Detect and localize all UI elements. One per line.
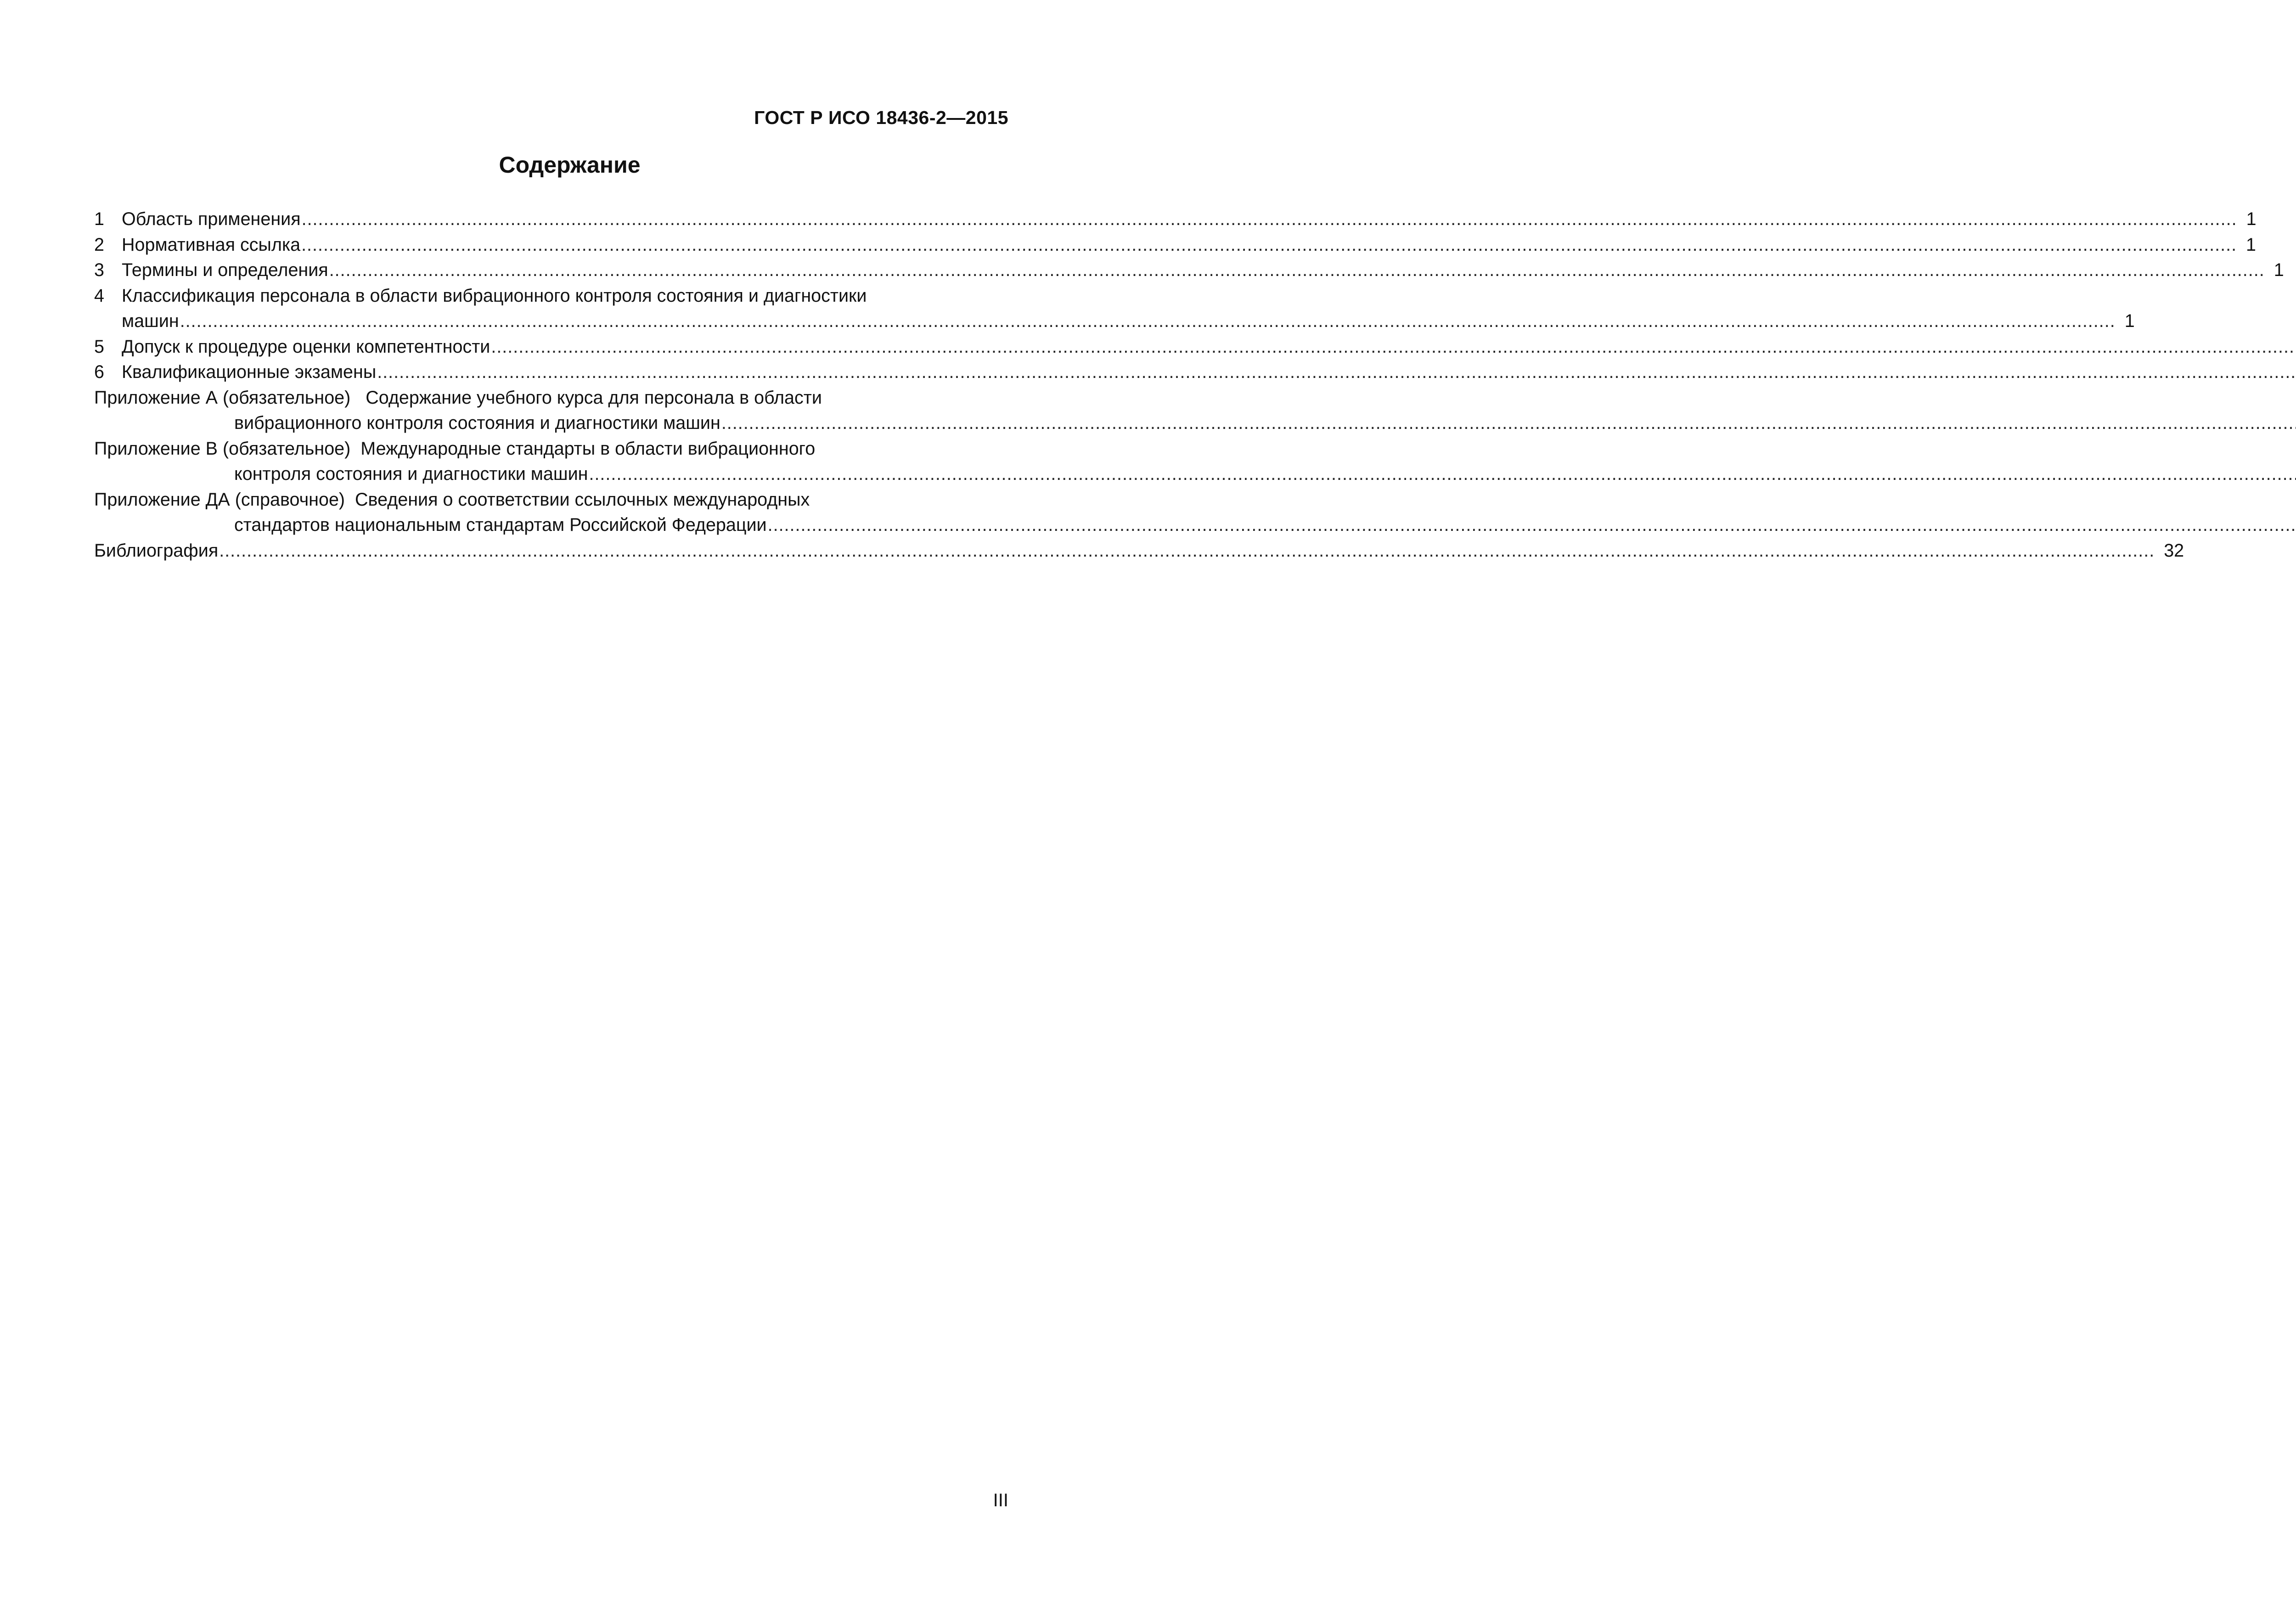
toc-entry-title-continued: машин: [122, 311, 179, 331]
toc-entry-title: Термины и определения: [122, 260, 328, 280]
toc-entry-2[interactable]: [94, 232, 2257, 258]
toc-entry-title: Нормативная ссылка: [122, 234, 301, 255]
toc-entry-number: 3: [94, 260, 104, 280]
dot-leader: [302, 207, 2237, 232]
toc-entry-bibliography[interactable]: [94, 538, 2184, 564]
toc-entry-title: Квалификационные экзамены: [122, 362, 377, 382]
toc-entry-appendix-da[interactable]: [94, 487, 986, 538]
toc-entry-title: Область применения: [122, 209, 301, 229]
toc-entry-number: 5: [94, 336, 104, 357]
toc-entry-title: Приложение В (обязательное) Международные стандарты в области вибрационного: [94, 438, 816, 459]
toc-entry-title: Приложение А (обязательное) Содержание учебного курса для персонала в области: [94, 387, 822, 408]
toc-entry-title-continued: стандартов национальным стандартам Российской Федерации: [234, 515, 767, 535]
dot-leader: [768, 513, 2296, 538]
dot-leader: [329, 258, 2265, 283]
document-code-header: ГОСТ Р ИСО 18436-2—2015: [754, 107, 1008, 128]
table-of-contents: [94, 207, 2284, 563]
dot-leader: [377, 360, 2296, 385]
toc-entry-title-continued: контроля состояния и диагностики машин: [234, 464, 588, 484]
toc-entry-title: Классификация персонала в области вибрационного контроля состояния и диагностики: [122, 285, 867, 306]
toc-entry-appendix-a[interactable]: [94, 385, 986, 436]
dot-leader: [301, 232, 2237, 258]
toc-entry-6[interactable]: [94, 360, 986, 385]
toc-entry-5[interactable]: [94, 334, 986, 360]
dot-leader: [589, 462, 2296, 487]
toc-entry-page: 1: [2246, 234, 2257, 255]
toc-entry-title-continued: вибрационного контроля состояния и диагностики машин: [234, 413, 720, 433]
dot-leader: [219, 538, 2155, 564]
toc-entry-appendix-b[interactable]: [94, 436, 986, 487]
toc-entry-page: 1: [2246, 209, 2257, 229]
toc-entry-title: Библиография: [94, 540, 219, 561]
toc-entry-number: 1: [94, 209, 104, 229]
toc-entry-title: Допуск к процедуре оценки компетентности: [122, 336, 490, 357]
toc-entry-1[interactable]: [94, 207, 2257, 232]
toc-entry-number: 6: [94, 362, 104, 382]
toc-entry-page: 1: [2124, 311, 2135, 331]
toc-title: Содержание: [499, 152, 641, 178]
dot-leader: [491, 334, 2296, 360]
toc-entry-number: 4: [94, 285, 104, 306]
dot-leader: [721, 411, 2296, 436]
toc-entry-number: 2: [94, 234, 104, 255]
page-number: III: [993, 1490, 1008, 1510]
toc-entry-3[interactable]: [94, 258, 2284, 283]
toc-entry-title: Приложение ДА (справочное) Сведения о соответствии ссылочных международных: [94, 489, 810, 510]
dot-leader: [180, 309, 2116, 334]
toc-entry-4[interactable]: [94, 283, 2135, 334]
toc-entry-page: 1: [2273, 260, 2284, 280]
toc-entry-page: 32: [2164, 540, 2184, 561]
